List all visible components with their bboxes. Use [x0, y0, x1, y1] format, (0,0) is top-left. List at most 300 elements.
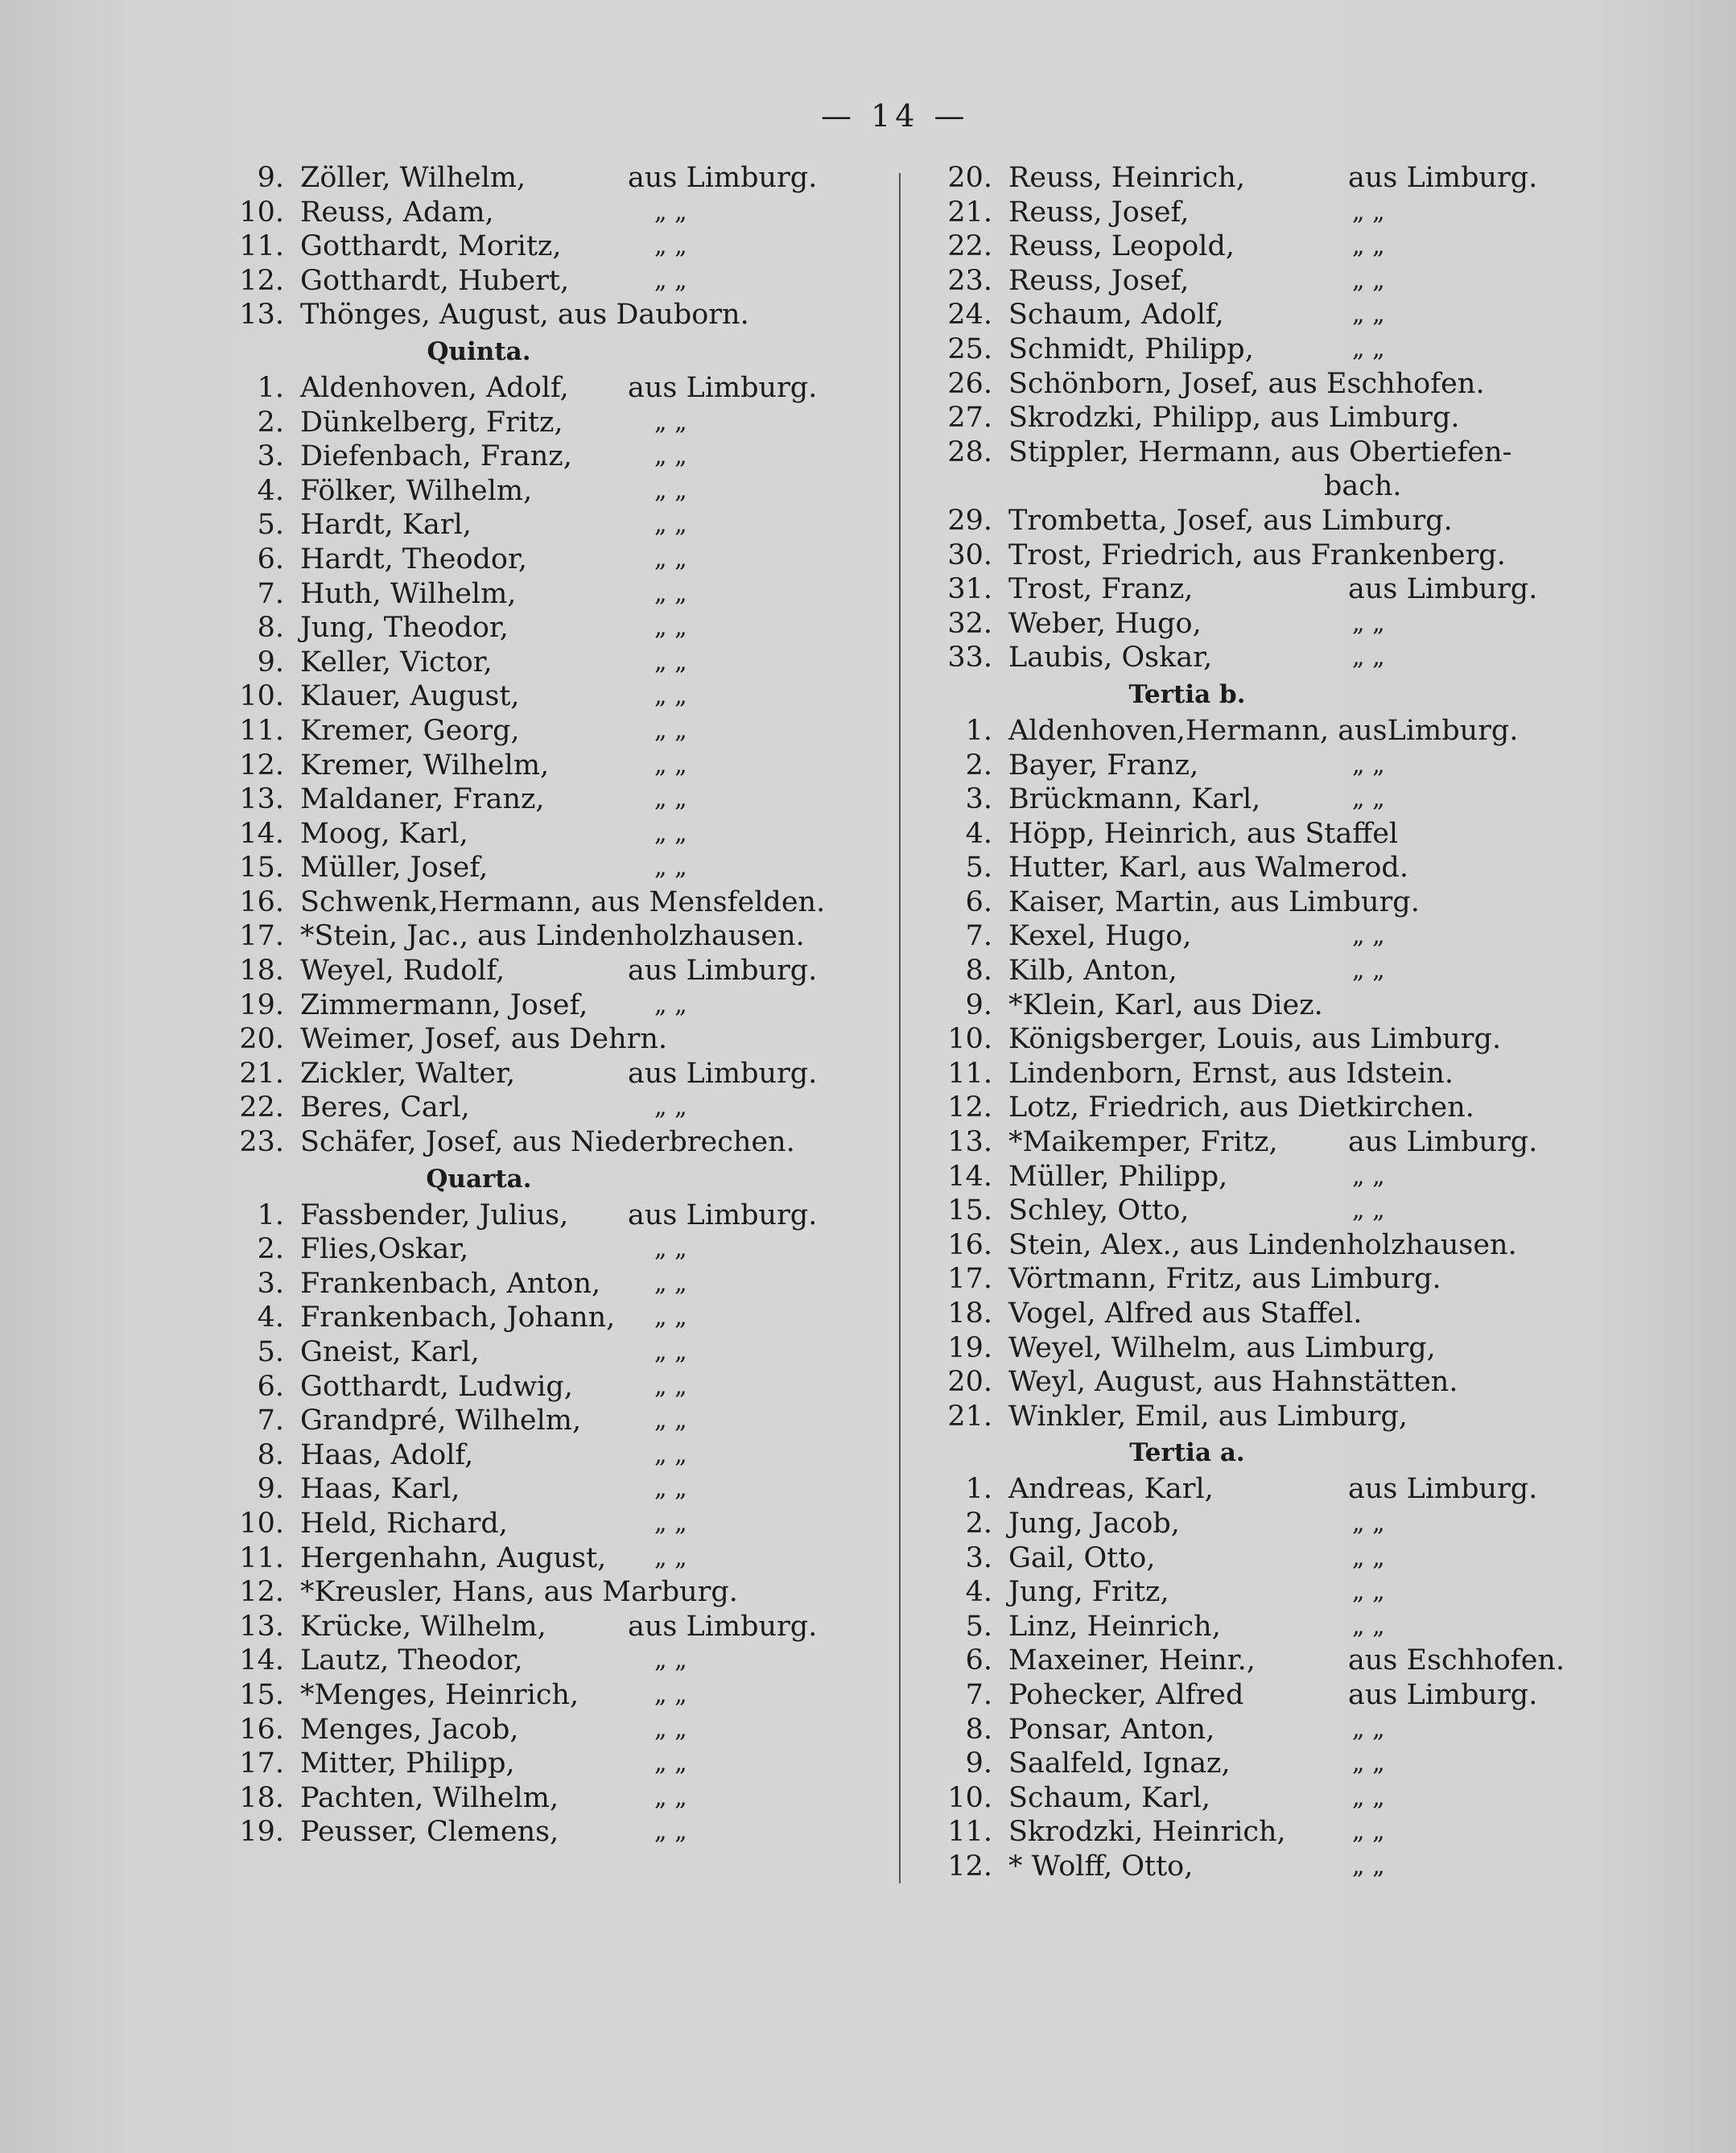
student-name: Reuss, Josef, — [1008, 264, 1190, 297]
student-name: Kremer, Georg, — [300, 714, 520, 747]
student-name: Thönges, August, aus Dauborn. — [300, 299, 749, 332]
item-number: 26. — [947, 367, 992, 400]
ditto-marks: „ „ — [654, 1817, 687, 1846]
item-number: 6. — [965, 1644, 992, 1677]
student-name: Vörtmann, Fritz, aus Limburg. — [1008, 1263, 1441, 1296]
item-number: 11. — [947, 1057, 992, 1090]
item-number: 17. — [239, 920, 284, 953]
student-name: Zickler, Walter, — [300, 1057, 516, 1090]
item-number: 11. — [239, 714, 284, 747]
list-item — [938, 1091, 1549, 1125]
student-name: Stein, Alex., aus Lindenholzhausen. — [1008, 1228, 1517, 1261]
list-item — [229, 542, 841, 577]
list-item — [938, 954, 1549, 988]
ditto-marks: „ „ — [654, 1268, 687, 1297]
item-number: 15. — [239, 852, 284, 885]
item-number: 32. — [947, 607, 992, 640]
ditto-marks: „ „ — [1352, 785, 1385, 814]
item-number: 7. — [965, 920, 992, 953]
item-number: 2. — [257, 1233, 284, 1266]
list-item — [229, 1815, 841, 1850]
item-number: 33. — [947, 641, 992, 674]
item-number: 5. — [965, 852, 992, 885]
item-number: 9. — [965, 988, 992, 1021]
ditto-marks: „ „ — [1352, 300, 1385, 329]
hometown: aus Limburg. — [1348, 1126, 1538, 1159]
item-number: 21. — [947, 1400, 992, 1433]
hometown: aus Limburg. — [628, 1198, 818, 1231]
student-name: Kexel, Hugo, — [1008, 920, 1192, 953]
item-number: 8. — [257, 612, 284, 645]
ditto-marks: „ „ — [1352, 1508, 1385, 1537]
ditto-marks: „ „ — [654, 1371, 687, 1400]
student-name: bach. — [1324, 470, 1402, 503]
item-number: 9. — [257, 1473, 284, 1506]
list-item — [229, 1747, 841, 1781]
item-number: 8. — [257, 1438, 284, 1471]
student-name: Kaiser, Martin, aus Limburg. — [1008, 885, 1420, 918]
ditto-marks: „ „ — [654, 1093, 687, 1122]
item-number: 9. — [257, 645, 284, 678]
student-name: Höpp, Heinrich, aus Staffel — [1008, 817, 1399, 850]
item-number: 29. — [947, 504, 992, 537]
list-item — [938, 817, 1549, 852]
student-name: Aldenhoven, Adolf, — [300, 371, 569, 404]
student-name: Schmidt, Philipp, — [1008, 332, 1254, 365]
list-item — [938, 1644, 1565, 1678]
list-item — [938, 714, 1549, 749]
hometown: aus Limburg. — [1348, 1678, 1538, 1711]
student-name: Held, Richard, — [300, 1507, 508, 1540]
student-name: Reuss, Leopold, — [1008, 230, 1235, 263]
list-item — [229, 577, 841, 612]
ditto-marks: „ „ — [654, 1543, 687, 1572]
item-number: 1. — [257, 1198, 284, 1231]
section-heading: Tertia a. — [1129, 1438, 1245, 1468]
item-number: 8. — [965, 1713, 992, 1746]
list-item — [229, 229, 841, 264]
student-name: Hergenhahn, August, — [300, 1541, 607, 1574]
list-item — [229, 439, 841, 474]
student-name: Diefenbach, Franz, — [300, 440, 572, 473]
ditto-marks: „ „ — [654, 1714, 687, 1743]
student-name: Weyel, Rudolf, — [300, 955, 505, 988]
item-number: 2. — [965, 1507, 992, 1540]
student-name: Huth, Wilhelm, — [300, 577, 517, 610]
list-item — [229, 782, 841, 817]
student-name: Maldaner, Franz, — [300, 783, 545, 816]
item-number: 19. — [239, 988, 284, 1021]
list-item — [229, 714, 841, 749]
student-name: Hardt, Karl, — [300, 509, 472, 542]
item-number: 22. — [947, 230, 992, 263]
ditto-marks: „ „ — [1352, 956, 1385, 985]
item-number: 27. — [947, 402, 992, 435]
student-name: Zöller, Wilhelm, — [300, 162, 526, 194]
list-item — [229, 1472, 841, 1507]
list-item — [229, 1644, 841, 1678]
ditto-marks: „ „ — [654, 1475, 687, 1503]
list-item — [938, 1125, 1549, 1160]
list-item — [938, 1022, 1549, 1057]
student-name: Jung, Jacob, — [1008, 1507, 1180, 1540]
student-name: Laubis, Oskar, — [1008, 641, 1213, 674]
list-item — [229, 817, 841, 852]
student-name: Haas, Adolf, — [300, 1438, 474, 1471]
item-number: 19. — [239, 1816, 284, 1849]
item-number: 17. — [947, 1263, 992, 1296]
student-name: Dünkelberg, Fritz, — [300, 406, 563, 439]
item-number: 1. — [257, 371, 284, 404]
item-number: 11. — [239, 230, 284, 263]
item-number: 9. — [257, 162, 284, 194]
list-item — [938, 1262, 1549, 1297]
item-number: 9. — [965, 1747, 992, 1780]
student-name: Trost, Franz, — [1008, 573, 1194, 606]
item-number: 12. — [947, 1091, 992, 1124]
list-item — [229, 1507, 841, 1541]
list-item — [229, 851, 841, 885]
student-name: Frankenbach, Johann, — [300, 1301, 616, 1334]
list-item — [229, 1232, 841, 1267]
student-name: Weyl, August, aus Hahnstätten. — [1008, 1366, 1458, 1399]
student-name: Lautz, Theodor, — [300, 1644, 523, 1677]
ditto-marks: „ „ — [654, 197, 687, 226]
student-name: Kremer, Wilhelm, — [300, 749, 550, 782]
item-number: 16. — [239, 885, 284, 918]
student-name: *Kreusler, Hans, aus Marburg. — [300, 1576, 738, 1609]
list-item — [938, 367, 1549, 402]
hometown: aus Eschhofen. — [1348, 1644, 1565, 1677]
item-number: 19. — [947, 1331, 992, 1364]
list-item — [938, 1610, 1549, 1644]
student-name: Maxeiner, Heinr., — [1008, 1644, 1256, 1677]
item-number: 14. — [947, 1160, 992, 1193]
ditto-marks: „ „ — [1352, 1611, 1385, 1640]
list-item — [229, 298, 841, 332]
student-name: Haas, Karl, — [300, 1473, 460, 1506]
student-name: Fölker, Wilhelm, — [300, 474, 533, 507]
ditto-marks: „ „ — [654, 266, 687, 295]
hometown: aus Limburg. — [628, 1057, 818, 1090]
student-name: Gotthardt, Moritz, — [300, 230, 562, 263]
list-item — [229, 988, 841, 1023]
student-name: Lotz, Friedrich, aus Dietkirchen. — [1008, 1091, 1474, 1124]
item-number: 2. — [257, 406, 284, 439]
ditto-marks: „ „ — [1352, 608, 1385, 637]
item-number: 11. — [239, 1541, 284, 1574]
ditto-marks: „ „ — [654, 442, 687, 471]
ditto-marks: „ „ — [654, 1303, 687, 1332]
ditto-marks: „ „ — [654, 1646, 687, 1675]
student-name: Andreas, Karl, — [1008, 1473, 1214, 1506]
hometown: aus Limburg. — [1348, 1473, 1538, 1506]
list-item — [229, 1301, 841, 1335]
list-item — [938, 196, 1549, 230]
list-item — [938, 641, 1549, 675]
student-name: Schaum, Adolf, — [1008, 299, 1224, 332]
list-item — [229, 1610, 841, 1644]
item-number: 16. — [947, 1228, 992, 1261]
list-item — [938, 1057, 1549, 1091]
student-name: Müller, Josef, — [300, 852, 489, 885]
ditto-marks: „ „ — [654, 819, 687, 848]
list-item — [938, 607, 1549, 641]
student-name: Trombetta, Josef, aus Limburg. — [1008, 504, 1453, 537]
list-item — [229, 1267, 841, 1301]
student-name: Bayer, Franz, — [1008, 749, 1199, 782]
ditto-marks: „ „ — [1352, 1578, 1385, 1607]
ditto-marks: „ „ — [654, 682, 687, 711]
item-number: 23. — [239, 1126, 284, 1159]
list-item — [938, 1331, 1549, 1366]
item-number: 8. — [965, 955, 992, 988]
student-name: Schley, Otto, — [1008, 1194, 1190, 1227]
student-name: Saalfeld, Ignaz, — [1008, 1747, 1231, 1780]
student-name: Fassbender, Julius, — [300, 1198, 569, 1231]
student-name: Skrodzki, Philipp, aus Limburg. — [1008, 402, 1460, 435]
student-name: Keller, Victor, — [300, 645, 493, 678]
item-number: 15. — [947, 1194, 992, 1227]
student-name: *Stein, Jac., aus Lindenholzhausen. — [300, 920, 805, 953]
item-number: 14. — [239, 1644, 284, 1677]
list-item — [229, 1335, 841, 1370]
item-number: 5. — [965, 1610, 992, 1643]
item-number: 30. — [947, 538, 992, 571]
student-name: Schwenk,Hermann, aus Mensfelden. — [300, 885, 826, 918]
hometown: aus Limburg. — [1348, 162, 1538, 194]
student-name: Gail, Otto, — [1008, 1541, 1156, 1574]
list-item — [229, 749, 841, 783]
item-number: 31. — [947, 573, 992, 606]
right-column — [938, 161, 1565, 1884]
page-number: — 14 — — [821, 98, 970, 134]
student-name: Reuss, Heinrich, — [1008, 162, 1245, 194]
ditto-marks: „ „ — [1352, 1196, 1385, 1225]
ditto-marks: „ „ — [654, 579, 687, 608]
section-heading: Tertia b. — [1128, 679, 1246, 709]
list-item — [229, 1091, 841, 1125]
student-name: Moog, Karl, — [300, 817, 468, 850]
ditto-marks: „ „ — [654, 1406, 687, 1435]
list-item — [938, 469, 1549, 504]
item-number: 18. — [239, 1781, 284, 1814]
list-item — [229, 1713, 841, 1747]
item-number: 18. — [947, 1297, 992, 1330]
item-number: 24. — [947, 299, 992, 332]
ditto-marks: „ „ — [654, 1508, 687, 1537]
list-item — [229, 885, 841, 920]
list-item — [229, 1057, 841, 1091]
ditto-marks: „ „ — [1352, 1851, 1385, 1880]
item-number: 3. — [257, 440, 284, 473]
list-item — [938, 298, 1549, 332]
ditto-marks: „ „ — [1352, 334, 1385, 363]
ditto-marks: „ „ — [654, 510, 687, 539]
list-item — [229, 1575, 841, 1610]
student-name: Linz, Heinrich, — [1008, 1610, 1221, 1643]
ditto-marks: „ „ — [654, 1235, 687, 1264]
student-name: Skrodzki, Heinrich, — [1008, 1816, 1286, 1849]
item-number: 21. — [947, 196, 992, 229]
list-item — [938, 1815, 1549, 1850]
list-item — [938, 1713, 1549, 1747]
list-item — [938, 1507, 1549, 1541]
item-number: 10. — [239, 196, 284, 229]
list-item — [938, 1678, 1549, 1713]
section-heading: Quarta. — [426, 1164, 532, 1194]
left-column — [229, 161, 841, 1850]
item-number: 11. — [947, 1816, 992, 1849]
student-name: Trost, Friedrich, aus Frankenberg. — [1008, 538, 1506, 571]
ditto-marks: „ „ — [654, 750, 687, 779]
list-item — [938, 264, 1549, 299]
list-item — [229, 508, 841, 542]
list-item — [938, 435, 1549, 470]
ditto-marks: „ „ — [654, 1338, 687, 1366]
list-item — [938, 1297, 1549, 1331]
section-heading: Quinta. — [427, 336, 531, 366]
item-number: 6. — [965, 885, 992, 918]
student-name: Pachten, Wilhelm, — [300, 1781, 559, 1814]
list-item — [229, 1438, 841, 1473]
student-name: Schaum, Karl, — [1008, 1781, 1211, 1814]
student-name: Hutter, Karl, aus Walmerod. — [1008, 852, 1408, 885]
item-number: 13. — [239, 299, 284, 332]
ditto-marks: „ „ — [654, 407, 687, 436]
item-number: 7. — [257, 577, 284, 610]
ditto-marks: „ „ — [654, 990, 687, 1019]
student-name: Schäfer, Josef, aus Niederbrechen. — [300, 1126, 795, 1159]
item-number: 14. — [239, 817, 284, 850]
list-item — [229, 1022, 841, 1057]
item-number: 7. — [965, 1678, 992, 1711]
student-name: Mitter, Philipp, — [300, 1747, 515, 1780]
item-number: 3. — [965, 783, 992, 816]
hometown: aus Limburg. — [628, 955, 818, 988]
item-number: 5. — [257, 509, 284, 542]
item-number: 20. — [947, 162, 992, 194]
student-name: *Klein, Karl, aus Diez. — [1008, 988, 1323, 1021]
ditto-marks: „ „ — [654, 1783, 687, 1812]
hometown: aus Limburg. — [628, 371, 818, 404]
student-name: Reuss, Josef, — [1008, 196, 1190, 229]
student-name: Aldenhoven,Hermann, ausLimburg. — [1008, 714, 1519, 747]
list-item — [938, 332, 1549, 367]
item-number: 22. — [239, 1091, 284, 1124]
list-item — [938, 504, 1549, 538]
item-number: 23. — [947, 264, 992, 297]
list-item — [938, 1575, 1549, 1610]
ditto-marks: „ „ — [1352, 232, 1385, 261]
student-name: Beres, Carl, — [300, 1091, 470, 1124]
student-name: Schönborn, Josef, aus Eschhofen. — [1008, 367, 1485, 400]
item-number: 4. — [965, 1576, 992, 1609]
ditto-marks: „ „ — [654, 613, 687, 642]
item-number: 13. — [947, 1126, 992, 1159]
ditto-marks: „ „ — [1352, 1783, 1385, 1812]
ditto-marks: „ „ — [1352, 1749, 1385, 1778]
student-name: Weber, Hugo, — [1008, 607, 1202, 640]
student-name: Vogel, Alfred aus Staffel. — [1008, 1297, 1363, 1330]
list-item — [229, 1404, 841, 1438]
student-name: Zimmermann, Josef, — [300, 988, 588, 1021]
student-name: *Maikemper, Fritz, — [1008, 1126, 1278, 1159]
ditto-marks: „ „ — [1352, 1543, 1385, 1572]
ditto-marks: „ „ — [1352, 750, 1385, 779]
list-item — [229, 1781, 841, 1816]
student-name: Lindenborn, Ernst, aus Idstein. — [1008, 1057, 1454, 1090]
item-number: 6. — [257, 1370, 284, 1403]
item-number: 25. — [947, 332, 992, 365]
item-number: 17. — [239, 1747, 284, 1780]
item-number: 10. — [239, 1507, 284, 1540]
list-item — [229, 679, 841, 714]
list-item — [229, 474, 841, 509]
item-number: 16. — [239, 1713, 284, 1746]
list-item — [938, 1194, 1549, 1228]
list-item — [938, 1747, 1549, 1781]
student-name: Gneist, Karl, — [300, 1336, 480, 1368]
student-name: Peusser, Clemens, — [300, 1816, 559, 1849]
student-name: Ponsar, Anton, — [1008, 1713, 1215, 1746]
list-item — [229, 1678, 841, 1713]
item-number: 12. — [947, 1850, 992, 1883]
item-number: 10. — [947, 1023, 992, 1056]
item-number: 4. — [257, 474, 284, 507]
item-number: 28. — [947, 435, 992, 468]
list-item — [938, 1472, 1549, 1507]
list-item — [938, 851, 1549, 885]
ditto-marks: „ „ — [1352, 1161, 1385, 1190]
list-item — [938, 572, 1549, 607]
list-item — [938, 1228, 1549, 1263]
ditto-marks: „ „ — [1352, 922, 1385, 951]
list-item — [938, 538, 1549, 573]
item-number: 3. — [965, 1541, 992, 1574]
list-item — [938, 782, 1549, 817]
item-number: 12. — [239, 749, 284, 782]
item-number: 1. — [965, 1473, 992, 1506]
ditto-marks: „ „ — [1352, 1714, 1385, 1743]
item-number: 12. — [239, 264, 284, 297]
student-name: Flies,Oskar, — [300, 1233, 469, 1266]
list-item — [938, 749, 1549, 783]
student-name: Weimer, Josef, aus Dehrn. — [300, 1023, 668, 1056]
column-divider — [899, 173, 901, 1883]
list-item — [229, 406, 841, 440]
student-name: Krücke, Wilhelm, — [300, 1610, 546, 1643]
ditto-marks: „ „ — [654, 1440, 687, 1469]
student-name: Gotthardt, Hubert, — [300, 264, 570, 297]
hometown: aus Limburg. — [1348, 573, 1538, 606]
ditto-marks: „ „ — [654, 1680, 687, 1709]
student-name: Reuss, Adam, — [300, 196, 494, 229]
item-number: 4. — [257, 1301, 284, 1334]
list-item — [938, 1365, 1549, 1400]
list-item — [229, 196, 841, 230]
list-item — [229, 371, 841, 406]
student-name: Winkler, Emil, aus Limburg, — [1008, 1400, 1408, 1433]
student-name: Weyel, Wilhelm, aus Limburg, — [1008, 1331, 1436, 1364]
item-number: 4. — [965, 817, 992, 850]
student-name: *Menges, Heinrich, — [300, 1678, 579, 1711]
student-name: Hardt, Theodor, — [300, 542, 527, 575]
ditto-marks: „ „ — [1352, 643, 1385, 672]
list-item — [229, 611, 841, 645]
list-item — [229, 1198, 841, 1233]
item-number: 5. — [257, 1336, 284, 1368]
